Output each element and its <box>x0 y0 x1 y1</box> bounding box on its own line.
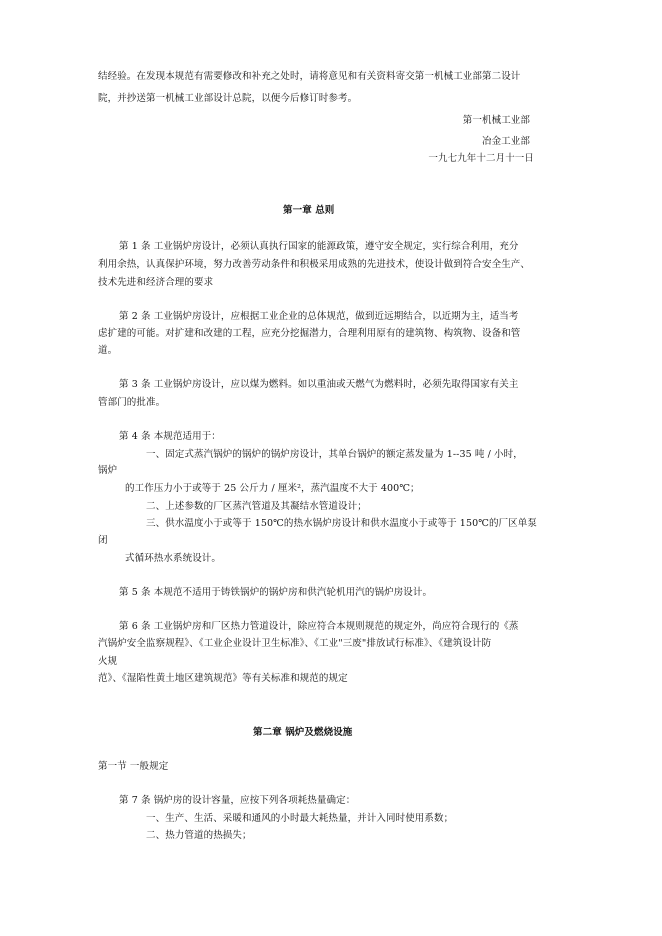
article-2-line-1: 第 2 条 工业锅炉房设计，应根据工业企业的总体规范，做到近远期结合，以近期为主，适当考 <box>119 311 519 322</box>
article-4-item-1b: 锅炉 <box>98 465 118 476</box>
article-6-line-1: 第 6 条 工业锅炉房和厂区热力管道设计，除应符合本规则规范的规定外，尚应符合现行的《蒸 <box>119 621 519 632</box>
article-4-item-3b: 闭 <box>98 535 108 546</box>
article-1-line-1: 第 1 条 工业锅炉房设计，必须认真执行国家的能源政策，遵守安全规定，实行综合利用，充分 <box>119 241 519 252</box>
article-3-line-2: 管部门的批准。 <box>98 397 166 408</box>
signature-date: 一九七九年十二月十一日 <box>428 153 534 164</box>
intro-line-1: 结经验。在发现本规范有需要修改和补充之处时，请将意见和有关资料寄交第一机械工业部第二设计 <box>98 71 521 82</box>
article-7-item-1: 一、生产、生活、采暖和通风的小时最大耗热量，并计入同时使用系数； <box>146 813 454 824</box>
signature-org-1: 第一机械工业部 <box>462 115 530 126</box>
signature-org-2: 冶金工业部 <box>481 136 530 147</box>
article-5: 第 5 条 本规范不适用于铸铁锅炉的锅炉房和供汽轮机用汽的锅炉房设计。 <box>119 587 433 598</box>
article-6-line-2: 汽锅炉安全监察规程》、《工业企业设计卫生标准》、《工业"三废"排放试行标准》、《建筑设计防 <box>98 638 492 649</box>
article-6-line-4: 范》、《湿陷性黄土地区建筑规范》等有关标准和规范的规定 <box>98 673 348 684</box>
article-4-item-2: 二、上述参数的厂区蒸汽管道及其凝结水管道设计； <box>146 501 367 512</box>
article-2-line-3: 道。 <box>98 345 118 356</box>
article-7-head: 第 7 条 锅炉房的设计容量，应按下列各项耗热量确定： <box>119 795 356 806</box>
intro-line-2: 院，并抄送第一机械工业部设计总院，以便今后修订时参考。 <box>98 93 358 104</box>
article-2-line-2: 虑扩建的可能。对扩建和改建的工程，应充分挖掘潜力，合理利用原有的建筑物、构筑物、设备和管 <box>98 328 521 339</box>
chapter-2-title: 第二章 锅炉及燃烧设施 <box>253 727 353 738</box>
article-3-line-1: 第 3 条 工业锅炉房设计，应以煤为燃料。如以重油或天燃气为燃料时，必须先取得国家有关主 <box>119 379 519 390</box>
article-4-item-1a: 一、固定式蒸汽锅炉的锅炉的锅炉房设计，其单台锅炉的额定蒸发量为 1--35 吨 / 小时， <box>146 449 523 460</box>
article-4-item-3c: 式循环热水系统设计。 <box>125 553 222 564</box>
article-4-head: 第 4 条 本规范适用于： <box>119 431 221 442</box>
section-1-title: 第一节 一般规定 <box>98 761 169 772</box>
article-7-item-2: 二、热力管道的热损失； <box>146 830 252 841</box>
article-4-item-1c: 的工作压力小于或等于 25 公斤力 / 厘米²，蒸汽温度不大于 400℃； <box>125 483 420 494</box>
article-6-line-3: 火规 <box>98 656 118 667</box>
article-4-item-3a: 三、供水温度小于或等于 150℃的热水锅炉房设计和供水温度小于或等于 150℃的厂区单泵 <box>146 518 537 529</box>
article-1-line-2: 利用余热，认真保护环境，努力改善劳动条件和积极采用成熟的先进技术，使设计做到符合安全生产、 <box>98 259 531 270</box>
article-1-line-3: 技术先进和经济合理的要求 <box>98 277 214 288</box>
chapter-1-title: 第一章 总则 <box>283 205 335 216</box>
